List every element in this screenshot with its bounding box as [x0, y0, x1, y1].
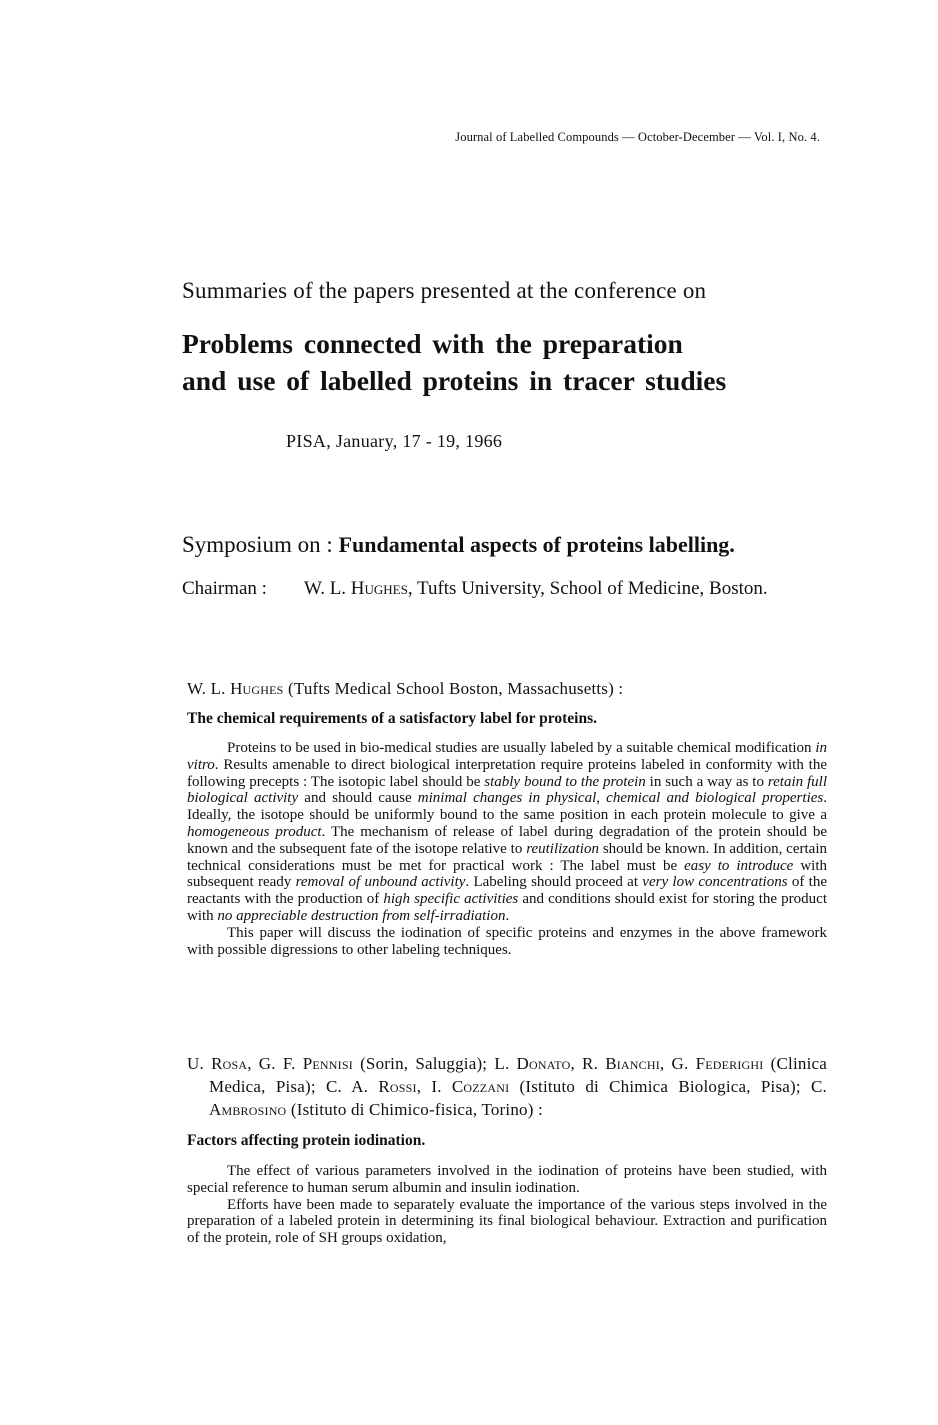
author-surname: Donato	[516, 1054, 571, 1073]
emphasis-text: stably bound to the protein	[484, 773, 646, 790]
symposium-prefix: Symposium on :	[182, 532, 339, 557]
author-text: , G.	[659, 1054, 696, 1073]
author-surname: Ambrosino	[209, 1100, 287, 1119]
chairman-name: Hughes	[350, 578, 408, 599]
author-text: U.	[187, 1054, 212, 1073]
emphasis-text: in vitro	[187, 740, 827, 773]
body-text: The effect of various parameters involved in the iodination of proteins have been studied, with special reference to human serum albumin and insulin iodination.	[187, 1163, 827, 1196]
abstract-paragraph	[187, 1163, 827, 1197]
author-surname: Rosa	[211, 1054, 248, 1073]
conference-title-line-2: and use of labelled proteins in tracer studies	[182, 365, 727, 396]
conference-place-date: PISA, January, 17 - 19, 1966	[286, 431, 503, 451]
paper-authors	[187, 1052, 827, 1121]
paper-2	[187, 1052, 827, 1247]
abstract-paragraph	[187, 740, 827, 925]
emphasis-text: no appreciable destruction from self-irradiation	[217, 907, 506, 924]
author-text: , R.	[570, 1054, 606, 1073]
emphasis-text: easy to introduce	[684, 857, 794, 874]
author-surname: Bianchi	[605, 1054, 660, 1073]
paper-1	[187, 677, 827, 958]
emphasis-text: retain full biological activity	[187, 773, 827, 807]
emphasis-text: homogeneous product	[187, 823, 322, 840]
emphasis-text: high specific activities	[383, 891, 519, 908]
author-text: (Istituto di Chimico-fisica, Torino) :	[286, 1100, 543, 1119]
author-surname: Federighi	[695, 1054, 764, 1073]
body-text: . Labeling should proceed at	[465, 874, 643, 891]
emphasis-text: removal of unbound activity	[295, 874, 466, 891]
body-text: Proteins to be used in bio-medical studies are usually labeled by a suitable chemical modification	[227, 740, 816, 756]
body-text: . Ideally, the isotope should be uniformly bound to the same position in each protein molecule to give a	[187, 790, 827, 824]
body-text: in such a way as to	[645, 773, 768, 790]
abstract-paragraph	[187, 925, 827, 959]
body-text: . The mechanism of release of label during degradation of the protein should be known and the subsequent fate of the isotope relative to	[187, 823, 827, 857]
author-text: (Istituto di Chimica Biologica, Pisa); C.	[509, 1077, 828, 1096]
chairman-affiliation: , Tufts University, School of Medicine, Boston.	[407, 578, 768, 599]
chairman-label: Chairman :	[182, 578, 267, 599]
author-text: (Clinica Medica, Pisa); C. A.	[209, 1054, 827, 1096]
conference-title-line-1: Problems connected with the preparation	[182, 328, 683, 359]
paper-title: The chemical requirements of a satisfactory label for proteins.	[187, 710, 597, 727]
emphasis-text: very low concentrations	[642, 874, 788, 891]
author-text: , G. F.	[247, 1054, 303, 1073]
paper-authors	[187, 677, 827, 700]
author-surname: Hughes	[230, 679, 284, 698]
emphasis-text: minimal changes in physical, chemical and biological properties	[417, 790, 824, 807]
symposium-title: Fundamental aspects of proteins labelling.	[338, 532, 735, 557]
body-text: with subsequent ready	[187, 857, 827, 891]
body-text: and should cause	[298, 790, 418, 807]
body-text: This paper will discuss the iodination of specific proteins and enzymes in the above framework with possible digressions to other labeling techniques.	[187, 924, 827, 958]
body-text: Efforts have been made to separately evaluate the importance of the various steps involved in the preparation of a labeled protein in determining its final biological behaviour. Extraction and purification of the protein, role of SH groups oxidation,	[187, 1196, 827, 1247]
body-text: .	[505, 907, 510, 924]
chairman-details	[304, 578, 832, 600]
symposium-heading	[182, 532, 735, 558]
abstract-paragraph	[187, 1197, 827, 1247]
author-surname: Cozzani	[451, 1077, 510, 1096]
paper-abstract	[187, 740, 827, 958]
body-text: and conditions should exist for storing the product with	[187, 891, 827, 924]
author-surname: Pennisi	[302, 1054, 353, 1073]
paper-title: Factors affecting protein iodination.	[187, 1132, 426, 1149]
conference-title	[182, 325, 726, 399]
author-text: (Sorin, Saluggia); L.	[352, 1054, 517, 1073]
body-text: should be known. In addition, certain technical considerations must be met for practical work : The label must be	[187, 840, 827, 874]
running-head: Journal of Labelled Compounds — October-December — Vol. I, No. 4.	[455, 130, 820, 144]
emphasis-text: reutilization	[526, 840, 599, 857]
author-text: W. L.	[187, 679, 231, 698]
paper-abstract	[187, 1163, 827, 1247]
conference-intro: Summaries of the papers presented at the conference on	[182, 278, 707, 303]
author-surname: Rossi	[378, 1077, 417, 1096]
body-text: of the reactants with the production of	[187, 874, 827, 908]
author-text: (Tufts Medical School Boston, Massachusetts) :	[283, 679, 624, 698]
author-text: , I.	[416, 1077, 452, 1096]
chairman-initials: W. L.	[304, 578, 351, 599]
body-text: . Results amenable to direct biological interpretation require proteins labeled in conformity with the following precepts : The isotopic label should be	[187, 756, 827, 790]
